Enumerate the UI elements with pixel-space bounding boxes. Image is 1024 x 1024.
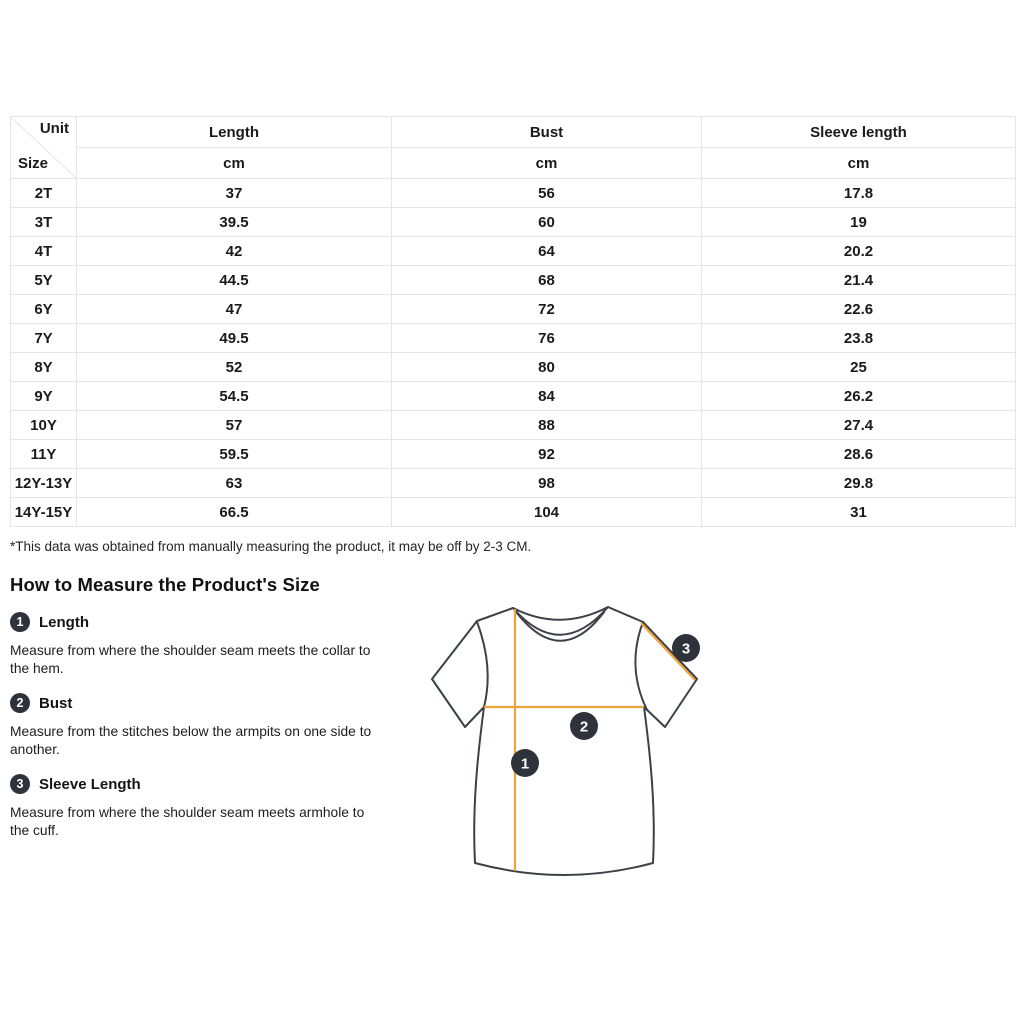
length-cell: 63 <box>77 469 392 498</box>
unit-cell-length: cm <box>77 148 392 179</box>
sleeve-cell: 21.4 <box>702 266 1016 295</box>
size-cell: 5Y <box>11 266 77 295</box>
marker-1-number: 1 <box>520 755 530 773</box>
guide-item-description: Measure from the stitches below the armpits on one side to another. <box>10 724 372 757</box>
header-row-units <box>11 148 1016 179</box>
guide-item-label: Bust <box>39 694 73 712</box>
tshirt-measurement-diagram <box>420 592 710 892</box>
guide-item-description: Measure from where the shoulder seam meets the collar to the hem. <box>10 643 371 676</box>
table-row <box>11 498 1016 527</box>
column-header-length: Length <box>77 117 392 148</box>
length-cell: 54.5 <box>77 382 392 411</box>
bust-cell: 64 <box>392 237 702 266</box>
sleeve-cell: 25 <box>702 353 1016 382</box>
size-cell: 4T <box>11 237 77 266</box>
length-cell: 57 <box>77 411 392 440</box>
length-cell: 49.5 <box>77 324 392 353</box>
size-cell: 9Y <box>11 382 77 411</box>
sleeve-cell: 29.8 <box>702 469 1016 498</box>
table-row <box>11 295 1016 324</box>
sleeve-cell: 27.4 <box>702 411 1016 440</box>
table-row <box>11 382 1016 411</box>
sleeve-cell: 23.8 <box>702 324 1016 353</box>
sleeve-cell: 26.2 <box>702 382 1016 411</box>
marker-3-number: 3 <box>681 640 691 658</box>
size-cell: 14Y-15Y <box>11 498 77 527</box>
size-cell: 11Y <box>11 440 77 469</box>
size-cell: 2T <box>11 179 77 208</box>
length-cell: 47 <box>77 295 392 324</box>
size-cell: 7Y <box>11 324 77 353</box>
table-row <box>11 324 1016 353</box>
size-cell: 12Y-13Y <box>11 469 77 498</box>
number-1-badge: 1 <box>10 612 30 632</box>
marker-1 <box>511 749 539 777</box>
guide-item-sleeve-length <box>10 774 378 794</box>
corner-cell <box>11 117 77 179</box>
size-cell: 3T <box>11 208 77 237</box>
column-header-bust: Bust <box>392 117 702 148</box>
bust-cell: 92 <box>392 440 702 469</box>
size-cell: 6Y <box>11 295 77 324</box>
table-row <box>11 353 1016 382</box>
guide-item-label: Length <box>39 613 89 631</box>
table-row <box>11 411 1016 440</box>
sleeve-cell: 31 <box>702 498 1016 527</box>
table-row <box>11 237 1016 266</box>
length-cell: 52 <box>77 353 392 382</box>
table-row <box>11 266 1016 295</box>
table-row <box>11 208 1016 237</box>
bust-cell: 104 <box>392 498 702 527</box>
number-2-badge: 2 <box>10 693 30 713</box>
length-cell: 59.5 <box>77 440 392 469</box>
table-row <box>11 469 1016 498</box>
marker-3 <box>672 634 700 662</box>
marker-2-number: 2 <box>579 718 589 736</box>
unit-cell-sleeve: cm <box>702 148 1016 179</box>
sleeve-cell: 20.2 <box>702 237 1016 266</box>
bust-cell: 68 <box>392 266 702 295</box>
length-cell: 39.5 <box>77 208 392 237</box>
bust-cell: 98 <box>392 469 702 498</box>
header-row-labels <box>11 117 1016 148</box>
sleeve-cell: 19 <box>702 208 1016 237</box>
table-row <box>11 179 1016 208</box>
guide-title: How to Measure the Product's Size <box>10 574 320 595</box>
guide-item-length <box>10 612 378 632</box>
tshirt-outline <box>432 607 697 875</box>
bust-cell: 88 <box>392 411 702 440</box>
number-3-badge: 3 <box>10 774 30 794</box>
bust-cell: 84 <box>392 382 702 411</box>
bust-cell: 80 <box>392 353 702 382</box>
bust-cell: 72 <box>392 295 702 324</box>
guide-item-description: Measure from where the shoulder seam meets armhole to the cuff. <box>10 805 365 838</box>
bust-cell: 56 <box>392 179 702 208</box>
length-cell: 44.5 <box>77 266 392 295</box>
length-cell: 37 <box>77 179 392 208</box>
corner-unit-label: Unit <box>39 120 69 137</box>
length-cell: 66.5 <box>77 498 392 527</box>
corner-size-label: Size <box>18 155 49 172</box>
sleeve-cell: 17.8 <box>702 179 1016 208</box>
unit-cell-bust: cm <box>392 148 702 179</box>
guide-item-label: Sleeve Length <box>39 775 141 793</box>
guide-item-bust <box>10 693 378 713</box>
bust-cell: 60 <box>392 208 702 237</box>
size-table <box>10 116 1016 527</box>
measure-guide <box>10 574 378 839</box>
sleeve-cell: 28.6 <box>702 440 1016 469</box>
size-cell: 10Y <box>11 411 77 440</box>
marker-2 <box>570 712 598 740</box>
sleeve-cell: 22.6 <box>702 295 1016 324</box>
measurement-disclaimer: *This data was obtained from manually measuring the product, it may be off by 2-3 CM. <box>10 539 532 554</box>
bust-cell: 76 <box>392 324 702 353</box>
column-header-sleeve-length: Sleeve length <box>702 117 1016 148</box>
size-cell: 8Y <box>11 353 77 382</box>
length-cell: 42 <box>77 237 392 266</box>
table-row <box>11 440 1016 469</box>
